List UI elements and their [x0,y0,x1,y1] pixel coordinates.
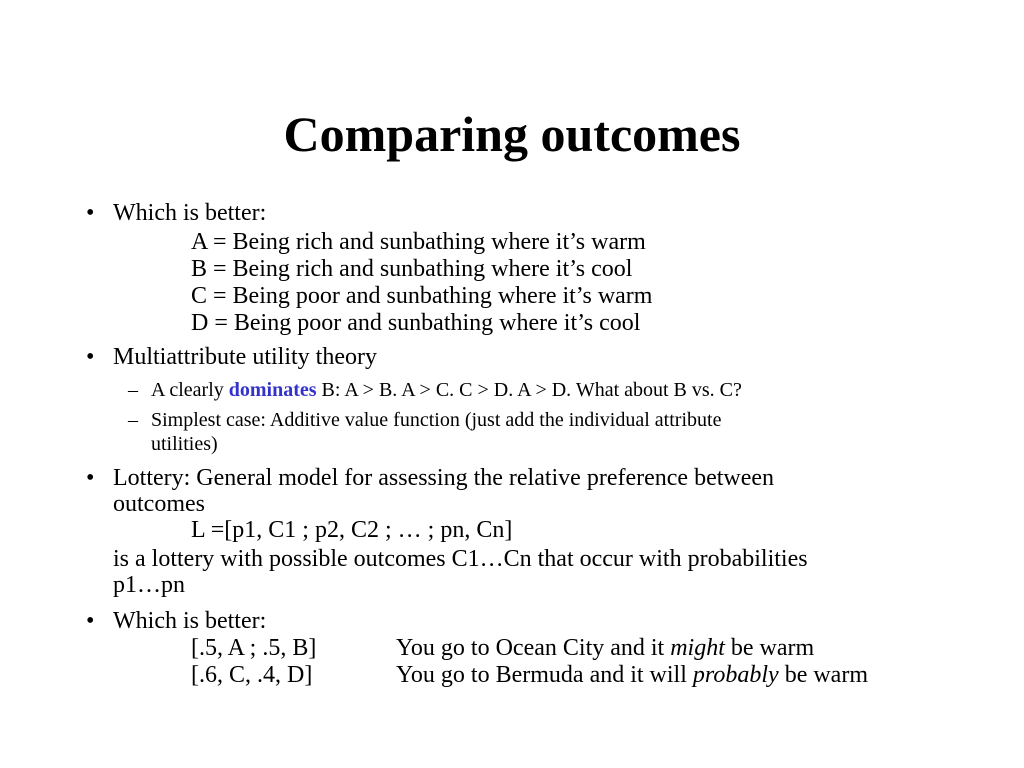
lottery-description-1 [396,635,814,661]
lottery-option-2: [.6, C, .4, D] [191,662,313,688]
lottery-formula: L =[p1, C1 ; p2, C2 ; … ; pn, Cn] [191,517,513,543]
bullet-marker: • [86,465,95,491]
lottery-line2: outcomes [113,491,205,517]
bullet-marker: • [86,608,95,634]
option-a: A = Being rich and sunbathing where it’s warm [191,229,646,255]
bullet-which-is-better-1: Which is better: [113,200,267,226]
bullet-multiattribute: Multiattribute utility theory [113,344,377,370]
dash-marker: – [128,409,138,431]
desc-pre: You go to Ocean City and it [396,635,671,661]
bullet-marker: • [86,200,95,226]
dash-marker: – [128,379,138,401]
option-c: C = Being poor and sunbathing where it’s warm [191,283,653,309]
bullet-which-is-better-2: Which is better: [113,608,267,634]
desc-post: be warm [778,662,868,688]
option-b: B = Being rich and sunbathing where it’s cool [191,256,633,282]
sub-dominates [151,378,742,402]
lottery-line4: p1…pn [113,572,185,598]
desc-emphasis: probably [692,662,779,688]
slide-title: Comparing outcomes [283,106,741,162]
sub-dominates-pre: A clearly [151,379,229,401]
desc-pre: You go to Bermuda and it will [396,662,693,688]
dominates-term: dominates [228,379,317,401]
desc-emphasis: might [670,635,725,661]
option-d: D = Being poor and sunbathing where it’s cool [191,310,641,336]
lottery-option-1: [.5, A ; .5, B] [191,635,317,661]
lottery-line3: is a lottery with possible outcomes C1…Cn that occur with probabilities [113,546,808,572]
sub-additive-line2: utilities) [151,433,218,455]
bullet-marker: • [86,344,95,370]
lottery-line1: Lottery: General model for assessing the relative preference between [113,465,775,491]
lottery-description-2 [396,662,868,688]
sub-dominates-post: B: A > B. A > C. C > D. A > D. What about B vs. C? [316,379,742,401]
sub-additive-line1: Simplest case: Additive value function (just add the individual attribute [151,409,722,431]
desc-post: be warm [724,635,815,661]
